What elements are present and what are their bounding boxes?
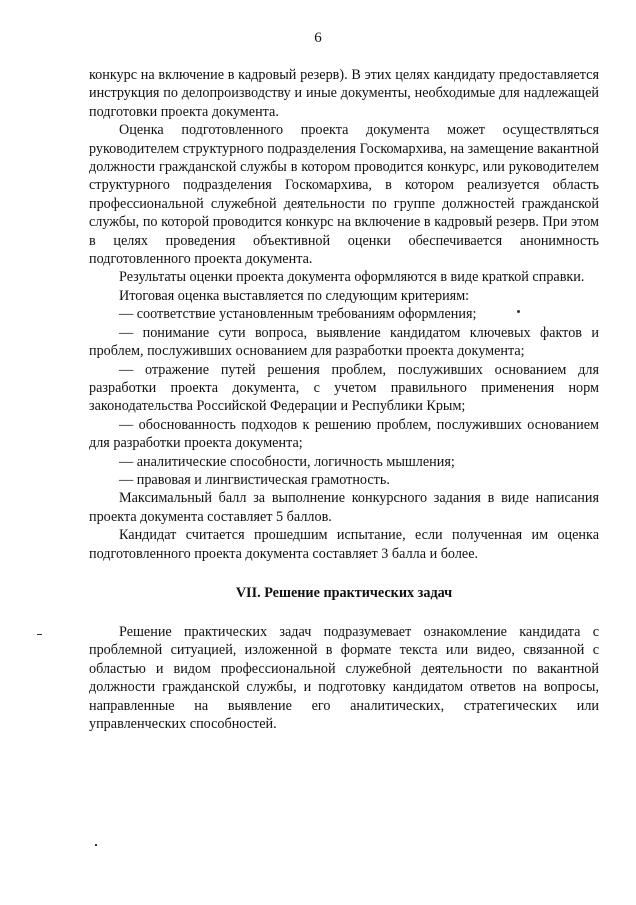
paragraph-practical-tasks: Решение практических задач подразумевает ознакомление кандидата с проблемной ситуацией, изложенной в формате текста или видео, связанной с областью и видом профессиональной служебной деятельности по вакантной должности гражданской службы, и подготовку кандидатом ответов на вопросы, направленные на выявление его аналитических, стратегических или управленческих способностей. [89,624,599,733]
criterion-justification: — обоснованность подходов к решению проблем, послуживших основанием для разработки проекта документа; [89,416,599,452]
criterion-literacy: — правовая и лингвистическая грамотность. [119,471,390,488]
paragraph-evaluation: Оценка подготовленного проекта документа может осуществляться руководителем структурного подразделения Госкомархива, на замещение вакантной должности гражданской службы в котором проводится конкурс, или руководителем структурного подразделения Госкомархива, в котором реализуется область профессиональной служебной деятельности по группе должностей гражданской службы, по которой проводится конкурс на включение в кадровый резерв. При этом в целях проведения объективной оценки обеспечивается анонимность подготовленного проекта документа. [89,122,599,268]
criterion-formatting: — соответствие установленным требованиям оформления; [119,306,477,323]
paragraph-continuation: конкурс на включение в кадровый резерв). В этих целях кандидату предоставляется инструкция по делопроизводству и иные документы, необходимые для надлежащей подготовки проекта документа. [89,67,599,120]
scan-speck [517,310,520,313]
section-heading: VII. Решение практических задач [235,585,453,601]
body-text-top [89,66,599,563]
paragraph-max-score: Максимальный балл за выполнение конкурсного задания в виде написания проекта документа составляет 5 баллов. [89,490,599,525]
scan-speck [37,634,42,635]
paragraph-results: Результаты оценки проекта документа оформляются в виде краткой справки. [119,269,585,286]
criterion-analytical: — аналитические способности, логичность мышления; [119,453,455,470]
paragraph-pass-condition: Кандидат считается прошедшим испытание, если полученная им оценка подготовленного проекта документа составляет 3 балла и более. [89,527,599,562]
criterion-solutions: — отражение путей решения проблем, послуживших основанием для разработки проекта документа, с учетом правильного применения норм законодательства Российской Федерации и Республики Крым; [89,361,599,415]
criterion-understanding: — понимание сути вопроса, выявление кандидатом ключевых фактов и проблем, послуживших основанием для разработки проекта документа; [89,324,599,360]
body-text-section [89,623,599,733]
scan-speck [95,844,97,846]
page-number: 6 [314,30,322,46]
paragraph-criteria-intro: Итоговая оценка выставляется по следующим критериям: [119,287,470,304]
